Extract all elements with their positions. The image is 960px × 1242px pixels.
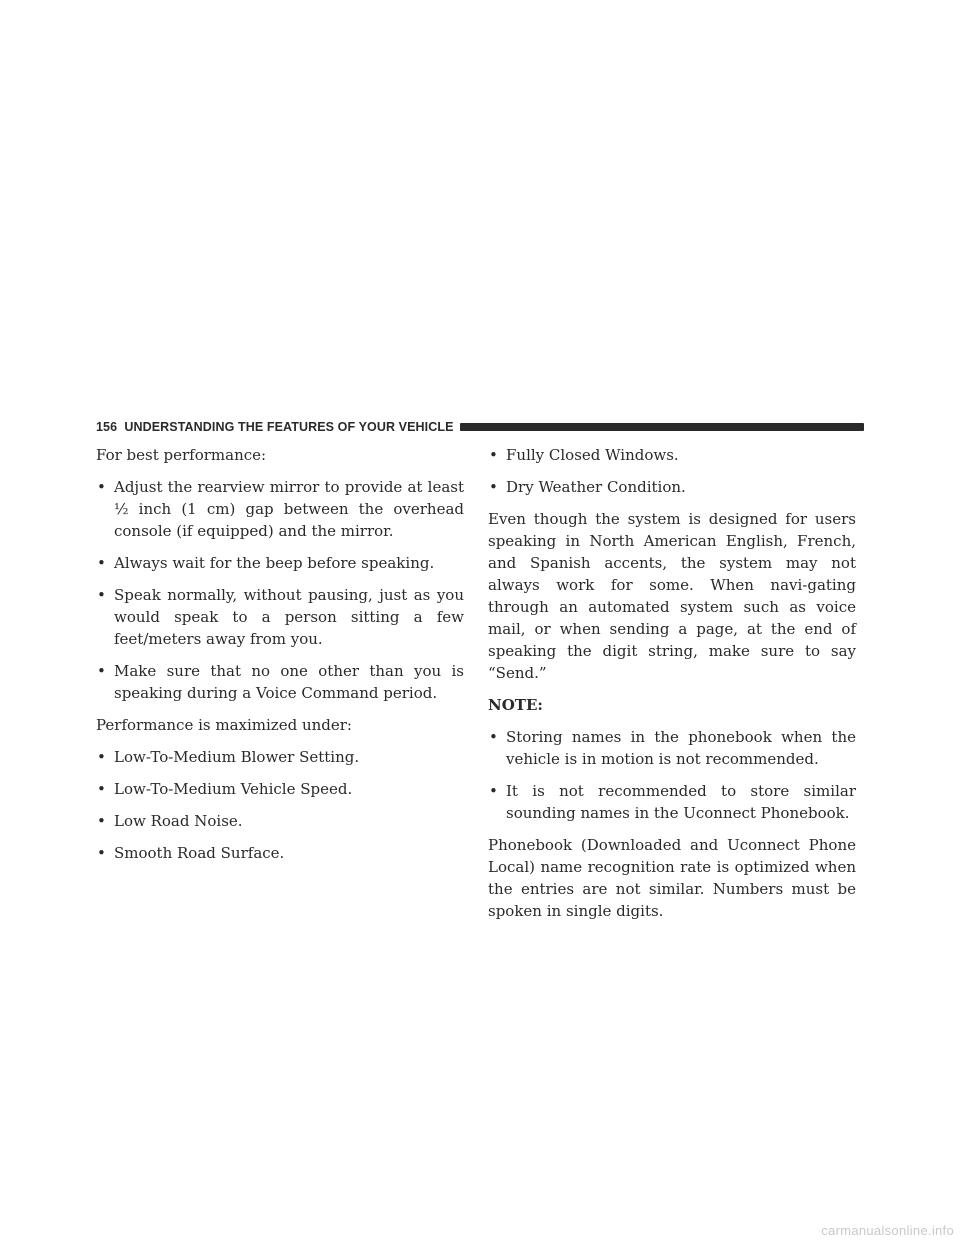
list-item-text: Fully Closed Windows. xyxy=(506,446,679,464)
bullet-icon: • xyxy=(489,728,498,746)
bullet-icon: • xyxy=(97,478,106,496)
list-item-text: Always wait for the beep before speaking. xyxy=(114,554,435,572)
list-item xyxy=(96,552,464,574)
note-label: NOTE: xyxy=(488,696,543,714)
performance-intro: Performance is maximized under: xyxy=(96,716,352,734)
list-item-text: Low-To-Medium Vehicle Speed. xyxy=(114,780,353,798)
bullet-icon: • xyxy=(97,812,106,830)
bullet-icon: • xyxy=(489,478,498,496)
list-item-text: It is not recommended to store similar sounding names in the Uconnect Phonebook. xyxy=(506,782,856,822)
bullet-icon: • xyxy=(489,782,498,800)
page-header-text xyxy=(96,420,454,434)
watermark-link[interactable]: carmanualsonline.info xyxy=(821,1223,954,1238)
list-item-text: Adjust the rearview mirror to provide at least ½ inch (1 cm) gap between the overhead console (if equipped) and the mirror. xyxy=(114,478,464,540)
best-performance-intro: For best performance: xyxy=(96,446,267,464)
list-item xyxy=(488,726,856,770)
list-item xyxy=(488,780,856,824)
phonebook-paragraph: Phonebook (Downloaded and Uconnect Phone Local) name recognition rate is optimized when the entries are not similar. Numbers must be spoken in single digits. xyxy=(488,836,856,920)
list-item xyxy=(96,842,464,864)
section-title: UNDERSTANDING THE FEATURES OF YOUR VEHICLE xyxy=(124,420,454,434)
bullet-icon: • xyxy=(97,554,106,572)
accent-paragraph: Even though the system is designed for users speaking in North American English, French, and Spanish accents, the system may not always work for some. When navi-gating through an automated system such as voice mail, or when sending a page, at the end of speaking the digit string, make sure to say “Send.” xyxy=(488,510,856,682)
list-item-text: Smooth Road Surface. xyxy=(114,844,285,862)
list-item-text: Speak normally, without pausing, just as you would speak to a person sitting a few feet/meters away from you. xyxy=(114,586,464,648)
list-item xyxy=(488,476,856,498)
bullet-icon: • xyxy=(97,586,106,604)
header-rule xyxy=(460,423,864,431)
list-item-text: Low Road Noise. xyxy=(114,812,243,830)
list-item-text: Storing names in the phonebook when the vehicle is in motion is not recommended. xyxy=(506,728,856,768)
page-number: 156 xyxy=(96,420,118,434)
bullet-icon: • xyxy=(97,844,106,862)
list-item xyxy=(488,444,856,466)
right-column xyxy=(488,444,856,932)
bullet-icon: • xyxy=(97,748,106,766)
list-item xyxy=(96,660,464,704)
list-item xyxy=(96,746,464,768)
list-item-text: Make sure that no one other than you is speaking during a Voice Command period. xyxy=(114,662,464,702)
list-item-text: Low-To-Medium Blower Setting. xyxy=(114,748,360,766)
bullet-icon: • xyxy=(97,780,106,798)
list-item-text: Dry Weather Condition. xyxy=(506,478,686,496)
list-item xyxy=(96,584,464,650)
list-item xyxy=(96,778,464,800)
bullet-icon: • xyxy=(97,662,106,680)
page-header xyxy=(96,418,864,436)
list-item xyxy=(96,810,464,832)
bullet-icon: • xyxy=(489,446,498,464)
left-column xyxy=(96,444,464,874)
list-item xyxy=(96,476,464,542)
